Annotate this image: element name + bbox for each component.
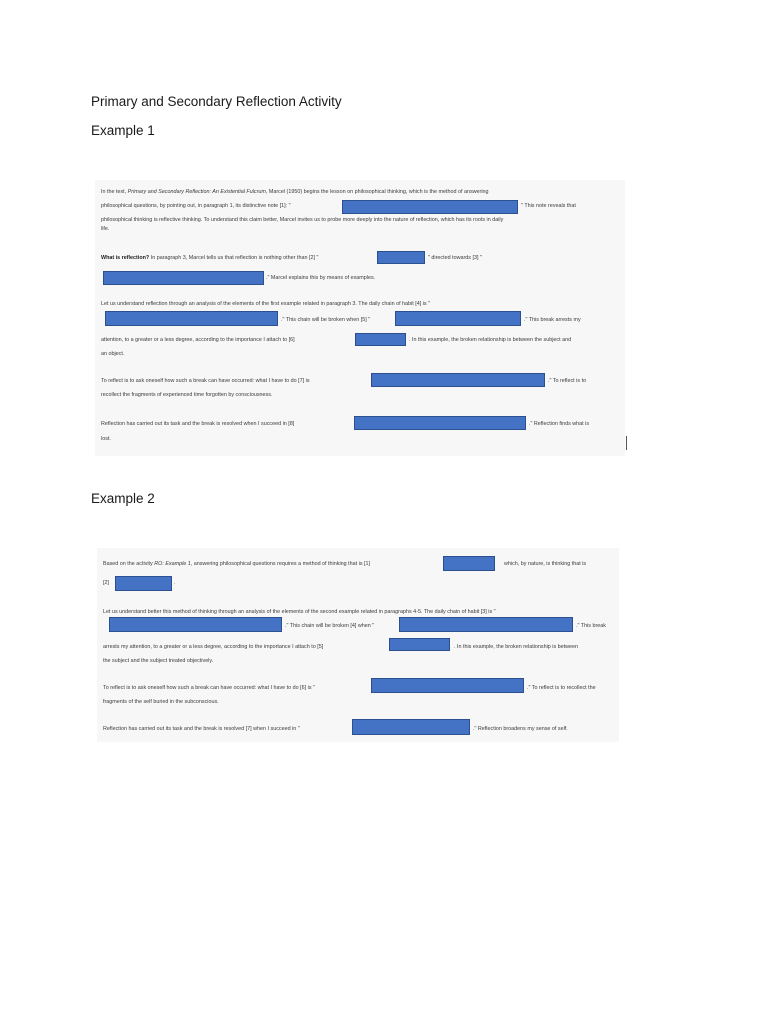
worksheet-line: an object.	[101, 351, 125, 357]
example-1-heading: Example 1	[91, 123, 155, 138]
text-cursor	[626, 436, 627, 450]
answer-blank-8[interactable]	[354, 416, 526, 430]
worksheet-line: ." This break	[576, 623, 606, 629]
worksheet-line: " This note reveals that	[521, 203, 576, 209]
answer-blank-6[interactable]	[371, 678, 524, 693]
worksheet-line: life.	[101, 226, 110, 232]
worksheet-line: which, by nature, is thinking that is	[504, 561, 587, 567]
worksheet-line: .	[174, 580, 176, 586]
answer-blank-2[interactable]	[115, 576, 172, 591]
worksheet-line: ." Reflection broadens my sense of self.	[473, 726, 568, 732]
worksheet-line: . In this example, the broken relationship is between the subject and	[409, 337, 572, 343]
worksheet-line: ." To reflect is to recollect the	[527, 685, 596, 691]
answer-blank-7[interactable]	[352, 719, 470, 735]
answer-blank-4[interactable]	[105, 311, 278, 326]
answer-blank-5[interactable]	[395, 311, 521, 326]
worksheet-line: ." Reflection finds what is	[529, 421, 590, 427]
worksheet-line: ." This break arrests my	[524, 317, 581, 323]
worksheet-line: Based on the activity RO: Example 1, answering philosophical questions requires a method of thinking that is [1]	[103, 561, 371, 567]
worksheet-line: philosophical thinking is reflective thinking. To understand this claim better, Marcel invites us to probe more deeply into the nature of reflection, which has its roots in daily	[101, 217, 504, 223]
worksheet-line: the subject and the subject treated objectively.	[103, 658, 214, 664]
example-2-worksheet-image	[97, 548, 619, 742]
example-1-worksheet-image	[95, 180, 625, 456]
worksheet-line: arrests my attention, to a greater or a less degree, according to the importance I attach to [5]	[103, 644, 324, 650]
worksheet-line: . In this example, the broken relationship is between	[454, 644, 579, 650]
worksheet-line: " directed towards [3] "	[428, 255, 482, 261]
answer-blank-7[interactable]	[371, 373, 545, 387]
worksheet-line: ." To reflect is to	[548, 378, 587, 384]
worksheet-line: recollect the fragments of experienced time forgotten by consciousness.	[101, 392, 273, 398]
worksheet-line: What is reflection? In paragraph 3, Marcel tells us that reflection is nothing other than [2] "	[101, 255, 319, 261]
answer-blank-3[interactable]	[103, 271, 264, 285]
worksheet-line: philosophical questions, by pointing out, in paragraph 1, its distinctive note [1]: "	[101, 203, 291, 209]
worksheet-line: Reflection has carried out its task and the break is resolved when I succeed in [8]	[101, 421, 295, 427]
worksheet-line: attention, to a greater or a less degree, according to the importance I attach to [6]	[101, 337, 295, 343]
answer-blank-4[interactable]	[399, 617, 573, 632]
worksheet-line: To reflect is to ask oneself how such a break can have occurred: what I have to do [7] is	[101, 378, 310, 384]
answer-blank-5[interactable]	[389, 638, 450, 651]
example-2-heading: Example 2	[91, 491, 155, 506]
answer-blank-1[interactable]	[342, 200, 518, 214]
worksheet-line: fragments of the self buried in the subconscious.	[103, 699, 219, 705]
worksheet-line: Reflection has carried out its task and the break is resolved [7] when I succeed in "	[103, 726, 300, 732]
worksheet-line: To reflect is to ask oneself how such a break can have occurred: what I have to do [6] is "	[103, 685, 315, 691]
worksheet-line: Let us understand reflection through an analysis of the elements of the first example related in paragraph 3. The daily chain of habit [4] is "	[101, 301, 431, 307]
answer-blank-6[interactable]	[355, 333, 406, 346]
answer-blank-2[interactable]	[377, 251, 425, 264]
worksheet-line: ." Marcel explains this by means of examples.	[266, 275, 376, 281]
document-title: Primary and Secondary Reflection Activity	[91, 94, 342, 109]
answer-blank-3[interactable]	[109, 617, 282, 632]
worksheet-line: In the text, Primary and Secondary Reflection: An Existential Fulcrum, Marcel (1950) begins the lesson on philosophical thinking, which is the method of answering	[101, 189, 489, 195]
answer-blank-1[interactable]	[443, 556, 495, 571]
worksheet-line: ." This chain will be broken when [5] "	[281, 317, 371, 323]
worksheet-line: [2]	[103, 580, 109, 586]
worksheet-line: Let us understand better this method of thinking through an analysis of the elements of the second example related in paragraphs 4-5. The daily chain of habit [3] is "	[103, 609, 496, 615]
worksheet-line: lost.	[101, 436, 111, 442]
worksheet-line: ." This chain will be broken [4] when "	[285, 623, 375, 629]
